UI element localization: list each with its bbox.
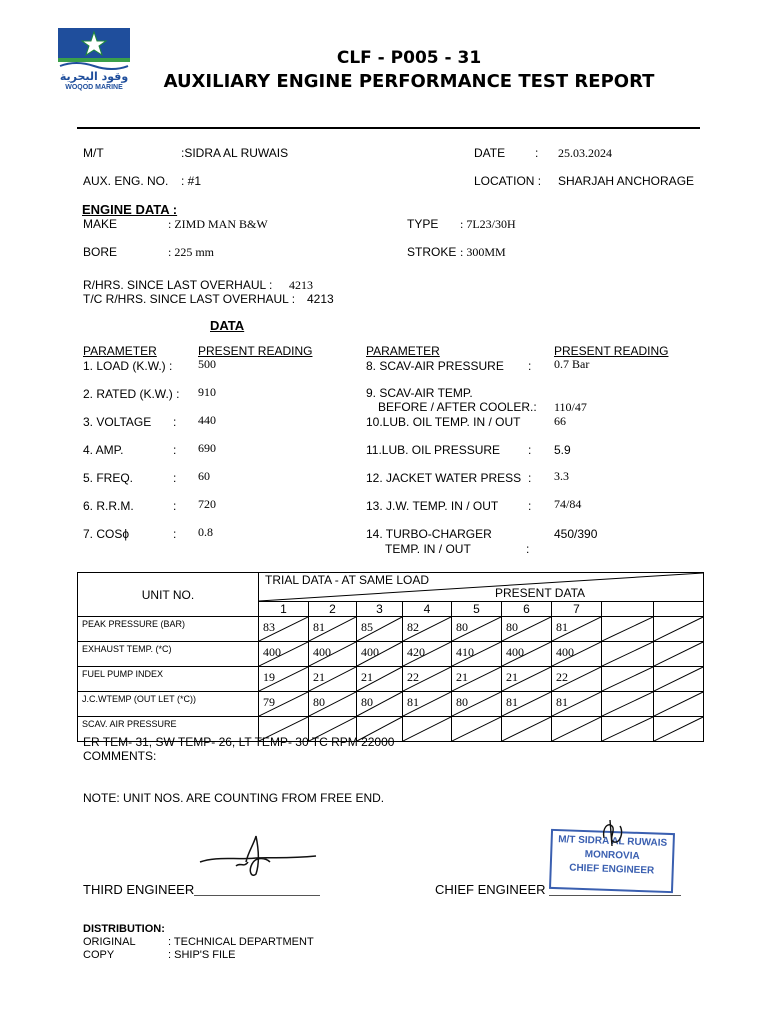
param-lub-pressure-value: 5.9: [554, 443, 571, 457]
type-label: TYPE: [407, 217, 439, 231]
trial-value: 81: [313, 620, 325, 634]
trial-value-cell: [502, 692, 552, 717]
trial-parameter-cell: SCAV. AIR PRESSURE: [78, 717, 259, 742]
trial-value-cell: [309, 617, 357, 642]
cell-diagonal-line: [602, 692, 653, 716]
date-label: DATE: [474, 146, 506, 160]
trial-value: 21: [506, 670, 518, 684]
unit-no-header: [78, 573, 259, 617]
param-scav-pressure-label: 8. SCAV-AIR PRESSURE: [366, 359, 504, 373]
param-freq-colon: :: [173, 471, 177, 485]
unit-number-cell: 4: [403, 602, 452, 617]
trial-value-cell: [654, 667, 704, 692]
trial-parameter-cell: J.C.WTEMP (OUT LET (*C)): [78, 692, 259, 717]
param-turbo-label2: TEMP. IN / OUT: [385, 542, 471, 556]
trial-parameter-cell: EXHAUST TEMP. (*C): [78, 642, 259, 667]
param-cos-value: 0.8: [198, 525, 213, 539]
trial-value: 21: [456, 670, 468, 684]
third-engineer-signature: [196, 832, 320, 880]
param-header-left: PARAMETER: [83, 344, 157, 358]
param-scav-temp-value: 110/47: [554, 400, 587, 414]
param-jw-press-value: 3.3: [554, 469, 569, 483]
param-load-value: 500: [198, 357, 216, 371]
aux-eng-label: AUX. ENG. NO.: [83, 174, 169, 188]
cell-diagonal-line: [654, 717, 703, 741]
param-rated-label: 2. RATED (K.W.) :: [83, 387, 180, 401]
trial-value-cell: [502, 667, 552, 692]
param-cos-colon: :: [173, 527, 177, 541]
trial-value: 82: [407, 620, 419, 634]
unit-number-cell: 1: [259, 602, 309, 617]
trial-value: 21: [361, 670, 373, 684]
trial-value-cell: [403, 692, 452, 717]
param-voltage-label: 3. VOLTAGE: [83, 415, 152, 429]
trial-value-cell: [602, 617, 654, 642]
trial-value-cell: [502, 642, 552, 667]
distribution-copy-label: COPY: [83, 949, 115, 961]
third-engineer-line: [194, 895, 320, 896]
param-rpm-value: 720: [198, 497, 216, 511]
unit-no-label: UNIT NO.: [141, 587, 195, 602]
stroke-label: STROKE: [407, 245, 457, 259]
trial-table-row: [78, 617, 704, 642]
param-jw-temp-value: 74/84: [554, 497, 582, 511]
param-jw-press-label: 12. JACKET WATER PRESS: [366, 471, 522, 485]
location-label: LOCATION :: [474, 174, 542, 188]
trial-value-cell: [602, 667, 654, 692]
param-freq-label: 5. FREQ.: [83, 471, 134, 485]
param-jw-temp-colon: :: [528, 499, 532, 513]
trial-value-cell: [403, 667, 452, 692]
param-turbo-value: 450/390: [554, 527, 598, 541]
cell-diagonal-line: [552, 717, 601, 741]
trial-value: 85: [361, 620, 373, 634]
trial-data-label: TRIAL DATA - AT SAME LOAD: [265, 573, 430, 587]
mt-label: M/T: [83, 146, 104, 160]
param-scav-temp-label2: BEFORE / AFTER COOLER.:: [378, 400, 537, 414]
unit-number-cell: [654, 602, 704, 617]
trial-table-row: [78, 692, 704, 717]
trial-value: 80: [506, 620, 518, 634]
trial-value: 410: [456, 645, 474, 659]
param-scav-temp-label: 9. SCAV-AIR TEMP.: [366, 386, 473, 400]
stamp-title: CHIEF ENGINEER: [569, 862, 655, 877]
trial-value-cell: [309, 642, 357, 667]
unit-number-cell: 3: [357, 602, 403, 617]
stamp-port: MONROVIA: [584, 849, 640, 862]
distribution-original-label: ORIGINAL: [83, 936, 136, 948]
unit-number-cell: 7: [552, 602, 602, 617]
trial-value-cell: [552, 717, 602, 742]
document-title: AUXILIARY ENGINE PERFORMANCE TEST REPORT: [163, 71, 655, 92]
data-title: DATA: [210, 318, 245, 333]
stroke-value: : 300MM: [460, 245, 506, 259]
trial-value: 22: [407, 670, 419, 684]
distribution-copy-value: : SHIP'S FILE: [168, 949, 236, 961]
trial-value: 400: [361, 645, 379, 659]
trial-value-cell: [552, 667, 602, 692]
trial-value: 81: [506, 695, 518, 709]
trial-value-cell: [309, 667, 357, 692]
param-lub-temp-value: 66: [554, 414, 566, 428]
trial-value-cell: [452, 667, 502, 692]
trial-value: 420: [407, 645, 425, 659]
aux-eng-value: : #1: [181, 174, 202, 188]
chief-engineer-line: [549, 895, 681, 896]
trial-value-cell: [602, 642, 654, 667]
trial-value: 81: [556, 695, 568, 709]
trial-value: 400: [313, 645, 331, 659]
trial-parameter-cell: FUEL PUMP INDEX: [78, 667, 259, 692]
distribution-original-value: : TECHNICAL DEPARTMENT: [168, 936, 314, 948]
cell-diagonal-line: [403, 717, 451, 741]
trial-value-cell: [452, 692, 502, 717]
trial-value-cell: [602, 692, 654, 717]
rhrs-value: 4213: [289, 278, 313, 292]
param-jw-press-colon: :: [528, 471, 532, 485]
cell-diagonal-line: [654, 692, 703, 716]
trial-value-cell: [552, 642, 602, 667]
trial-value-cell: [403, 717, 452, 742]
param-jw-temp-label: 13. J.W. TEMP. IN / OUT: [366, 499, 499, 513]
trial-value: 80: [313, 695, 325, 709]
trial-value: 400: [556, 645, 574, 659]
param-load-label: 1. LOAD (K.W.) :: [83, 359, 173, 373]
cell-diagonal-line: [654, 617, 703, 641]
temps-note: ER TEM- 31, SW TEMP- 26, LT TEMP- 30 TC RPM 22000: [83, 735, 395, 749]
make-value: : ZIMD MAN B&W: [168, 217, 268, 231]
distribution-title: DISTRIBUTION:: [83, 923, 165, 935]
unit-number-cell: 6: [502, 602, 552, 617]
trial-value: 400: [263, 645, 281, 659]
trial-value-cell: [452, 617, 502, 642]
param-header-right: PARAMETER: [366, 344, 440, 358]
param-turbo-colon: :: [526, 542, 530, 556]
trial-value-cell: [602, 717, 654, 742]
trial-value-cell: [654, 692, 704, 717]
cell-diagonal-line: [602, 617, 653, 641]
trial-value-cell: [357, 667, 403, 692]
present-data-label: PRESENT DATA: [495, 586, 586, 600]
trial-value: 80: [361, 695, 373, 709]
header-divider: [77, 127, 700, 129]
logo-english-text: WOQOD MARINE: [65, 84, 123, 91]
tc-rhrs-value: 4213: [307, 292, 334, 306]
param-scav-pressure-colon: :: [528, 359, 532, 373]
trial-value: 80: [456, 695, 468, 709]
trial-value-cell: [259, 617, 309, 642]
param-lub-pressure-label: 11.LUB. OIL PRESSURE: [366, 443, 501, 457]
location-value: SHARJAH ANCHORAGE: [558, 174, 695, 188]
logo-arabic-text: وقود البحرية: [59, 70, 129, 83]
trial-value-cell: [357, 642, 403, 667]
trial-value-cell: [552, 692, 602, 717]
param-freq-value: 60: [198, 469, 210, 483]
trial-value: 81: [407, 695, 419, 709]
trial-value-cell: [259, 692, 309, 717]
trial-value-cell: [452, 717, 502, 742]
trial-value-cell: [259, 642, 309, 667]
reading-header-right: PRESENT READING: [554, 344, 669, 358]
trial-value: 400: [506, 645, 524, 659]
trial-value-cell: [357, 617, 403, 642]
param-amp-label: 4. AMP.: [83, 443, 124, 457]
cell-diagonal-line: [602, 667, 653, 691]
mt-value: :SIDRA AL RUWAIS: [181, 146, 289, 160]
unit-note: NOTE: UNIT NOS. ARE COUNTING FROM FREE END.: [83, 791, 385, 805]
trial-value-cell: [259, 667, 309, 692]
param-cos-label: 7. COSϕ: [83, 527, 130, 541]
document-code: CLF - P005 - 31: [336, 48, 482, 68]
param-voltage-value: 440: [198, 413, 216, 427]
rhrs-label: R/HRS. SINCE LAST OVERHAUL :: [83, 278, 273, 292]
trial-value: 79: [263, 695, 275, 709]
param-lub-pressure-colon: :: [528, 443, 532, 457]
trial-value-cell: [552, 617, 602, 642]
param-amp-value: 690: [198, 441, 216, 455]
unit-number-cell: 5: [452, 602, 502, 617]
bore-value: : 225 mm: [168, 245, 215, 259]
trial-value: 21: [313, 670, 325, 684]
param-rpm-colon: :: [173, 499, 177, 513]
make-label: MAKE: [83, 217, 118, 231]
chief-engineer-signature: [596, 818, 632, 848]
param-scav-pressure-value: 0.7 Bar: [554, 357, 590, 371]
third-engineer-label: THIRD ENGINEER: [83, 882, 195, 897]
cell-diagonal-line: [654, 642, 703, 666]
trial-present-header: [259, 573, 704, 602]
trial-value-cell: [502, 617, 552, 642]
trial-value: 22: [556, 670, 568, 684]
chief-engineer-label: CHIEF ENGINEER: [435, 882, 546, 897]
trial-table-row: [78, 642, 704, 667]
cell-diagonal-line: [602, 642, 653, 666]
trial-value-cell: [357, 692, 403, 717]
unit-number-cell: [602, 602, 654, 617]
engine-data-title: ENGINE DATA :: [82, 202, 178, 217]
cell-diagonal-line: [452, 717, 501, 741]
cell-diagonal-line: [502, 717, 551, 741]
tc-rhrs-label: T/C R/HRS. SINCE LAST OVERHAUL :: [83, 292, 296, 306]
trial-value-cell: [654, 717, 704, 742]
param-rpm-label: 6. R.R.M.: [83, 499, 134, 513]
trial-value-cell: [403, 642, 452, 667]
param-amp-colon: :: [173, 443, 177, 457]
date-colon: :: [535, 146, 539, 160]
cell-diagonal-line: [654, 667, 703, 691]
trial-value-cell: [309, 692, 357, 717]
trial-data-table: [77, 572, 704, 742]
trial-parameter-cell: PEAK PRESSURE (BAR): [78, 617, 259, 642]
unit-number-cell: 2: [309, 602, 357, 617]
cell-diagonal-line: [602, 717, 653, 741]
date-value: 25.03.2024: [558, 146, 612, 160]
comments-label: COMMENTS:: [83, 749, 157, 763]
reading-header-left: PRESENT READING: [198, 344, 313, 358]
trial-value-cell: [403, 617, 452, 642]
trial-table-row: [78, 667, 704, 692]
trial-value: 19: [263, 670, 275, 684]
trial-value: 80: [456, 620, 468, 634]
param-lub-temp-label: 10.LUB. OIL TEMP. IN / OUT: [366, 415, 521, 429]
trial-value: 83: [263, 620, 275, 634]
type-value: : 7L23/30H: [460, 217, 516, 231]
trial-value-cell: [502, 717, 552, 742]
param-rated-value: 910: [198, 385, 216, 399]
stamp-vessel: M/T SIDRA AL RUWAIS: [557, 834, 668, 849]
param-turbo-label: 14. TURBO-CHARGER: [366, 527, 492, 541]
param-voltage-colon: :: [173, 415, 177, 429]
trial-value: 81: [556, 620, 568, 634]
trial-value-cell: [654, 617, 704, 642]
bore-label: BORE: [83, 245, 118, 259]
trial-value-cell: [452, 642, 502, 667]
trial-value-cell: [654, 642, 704, 667]
